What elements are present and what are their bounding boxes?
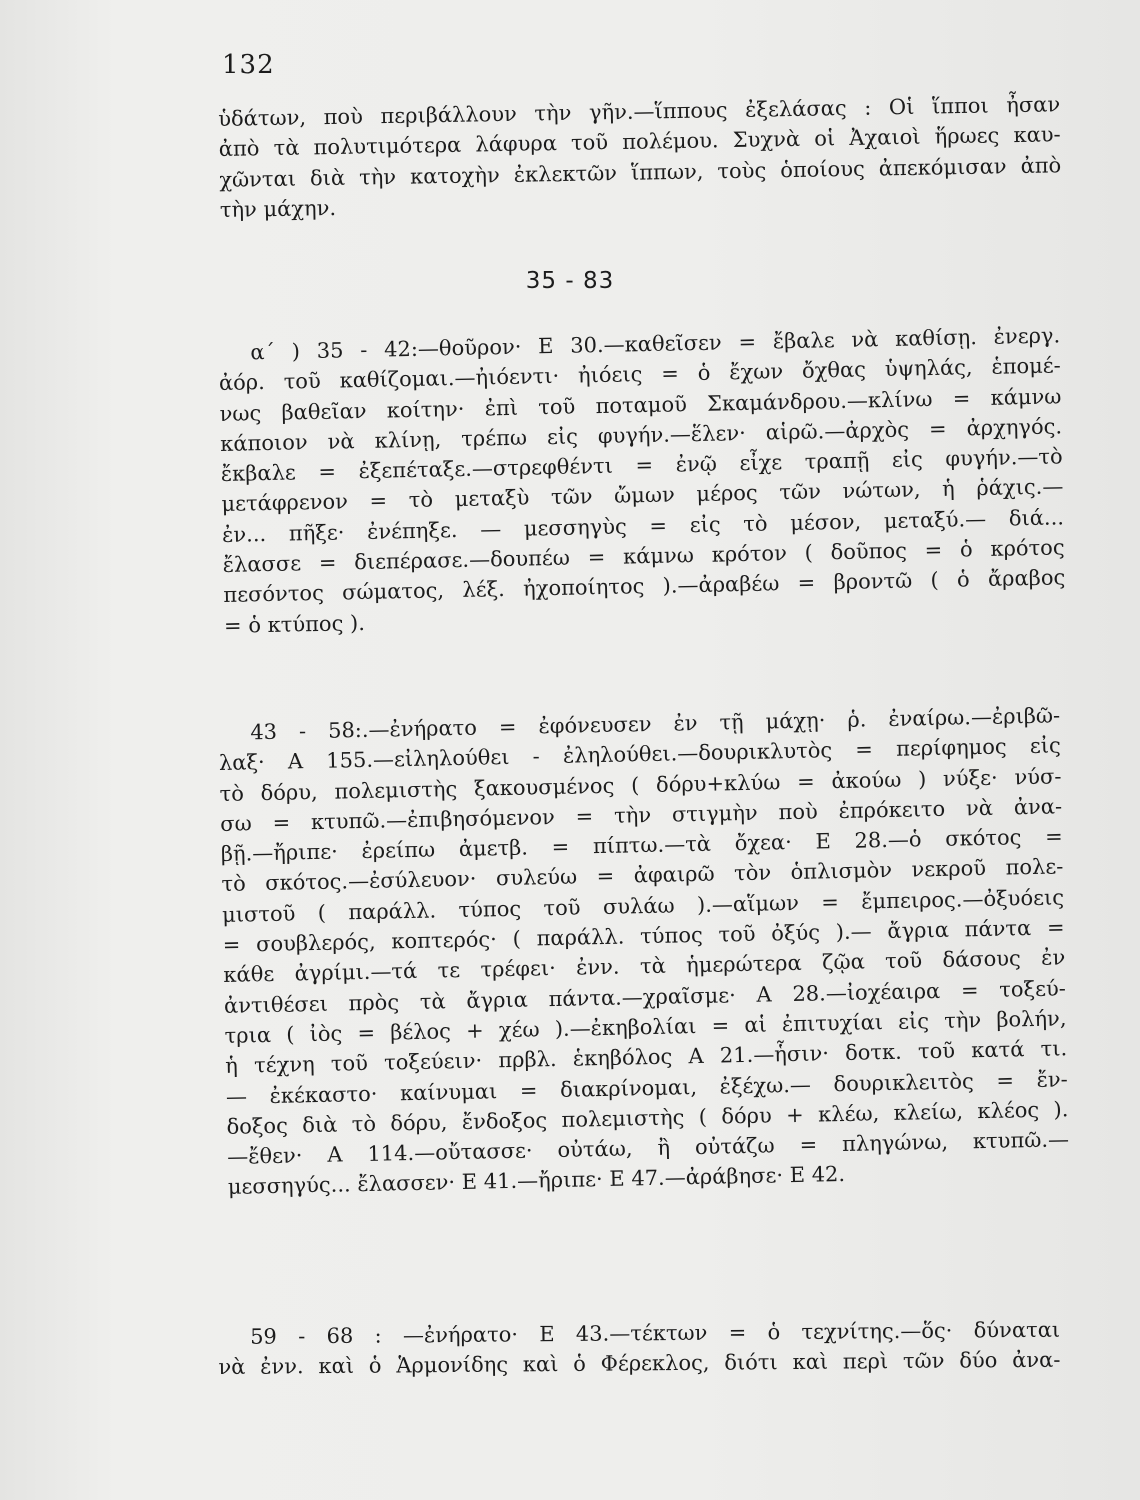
text-line: δοξος διὰ τὸ δόρυ, ἔνδοξος πολεμιστὴς ( δόρυ + κλέω, κλείω, κλέος ). <box>226 1097 1069 1139</box>
paragraph-43-58 <box>218 700 1070 1202</box>
text-line: ἡ τέχνη τοῦ τοξεύειν· πρβλ. ἑκηβόλος Α 21.—ἧσιν· δοτκ. τοῦ κατά τι. <box>225 1036 1068 1079</box>
text-line: = ὁ κτύπος ). <box>223 610 366 638</box>
text-line: τὴν μάχην. <box>219 195 337 222</box>
text-line: πεσόντος σώματος, λέξ. ἠχοποίητος ).—ἀραβέω = βροντῶ ( ὁ ἄραβος <box>223 565 1066 608</box>
text-line: λαξ· Α 155.—εἰληλούθει - ἐληλούθει.—δουρικλυτὸς = περίφημος εἰς <box>218 733 1062 776</box>
text-line: νως βαθεῖαν κοίτην· ἐπὶ τοῦ ποταμοῦ Σκαμάνδρου.—κλίνω = κάμνω <box>219 383 1062 426</box>
text-line: 43 - 58:.—ἐνήρατο = ἐφόνευσεν ἐν τῇ μάχῃ· ῥ. ἐναίρω.—ἐριβῶ- <box>250 703 1061 745</box>
text-line: βῇ.—ἤριπε· ἐρείπω ἀμετβ. = πίπτω.—τὰ ὄχεα· Ε 28.—ὁ σκότος = <box>220 824 1063 867</box>
text-line: μετάφρενον = τὸ μεταξὺ τῶν ὤμων μέρος τῶν νώτων, ἡ ῥάχις.— <box>221 474 1064 517</box>
text-line: —ἔθεν· Α 114.—οὔτασσε· οὐτάω, ἢ οὐτάζω = πληγώνω, κτυπῶ.— <box>226 1127 1070 1170</box>
paragraph-35-42 <box>218 320 1066 641</box>
section-heading: 35 - 83 <box>525 268 615 294</box>
text-line: ἀντιθέσει πρὸς τὰ ἄγρια πάντα.—χραῖσμε· Α 28.—ἰοχέαιρα = τοξεύ- <box>223 975 1067 1018</box>
text-line: μιστοῦ ( παράλλ. τύπος τοῦ συλάω ).—αἵμων = ἔμπειρος.—ὀξυόεις <box>221 885 1065 927</box>
text-line: — ἐκέκαστο· καίνυμαι = διακρίνομαι, ἐξέχω.— δουρικλειτὸς = ἔν- <box>225 1066 1068 1109</box>
paragraph-59-68 <box>218 1315 1060 1383</box>
text-line: 59 - 68 : —ἐνήρατο· Ε 43.—τέκτων = ὁ τεχνίτης.—ὅς· δύναται <box>250 1317 1061 1349</box>
text-line: κάθε ἀγρίμι.—τά τε τρέφει· ἐνν. τὰ ἡμερώτερα ζῷα τοῦ δάσους ἐν <box>223 945 1066 988</box>
text-line: τὸ δόρυ, πολεμιστὴς ξακουσμένος ( δόρυ+κλύω = ἀκούω ) νύξε· νύσ- <box>219 763 1062 806</box>
text-line: = σουβλερός, κοπτερός· ( παράλλ. τύπος τοῦ ὀξύς ).— ἄγρια πάντα = <box>222 915 1065 958</box>
text-line: μεσσηγύς... ἔλασσεν· Ε 41.—ἤριπε· Ε 47.—ἀράβησε· Ε 42. <box>227 1162 846 1200</box>
page-number: 132 <box>222 50 275 80</box>
text-line: α´ ) 35 - 42:—θοῦρον· Ε 30.—καθεῖσεν = ἔβαλε νὰ καθίσῃ. ἐνεργ. <box>250 323 1061 365</box>
text-line: ἀπὸ τὰ πολυτιμότερα λάφυρα τοῦ πολέμου. Συχνὰ οἱ Ἀχαιοὶ ἥρωες καυ- <box>218 122 1061 162</box>
text-line: ὑδάτων, ποὺ περιβάλλουν τὴν γῆν.—ἵππους ἐξελάσας : Οἱ ἵπποι ἦσαν <box>218 92 1061 131</box>
paragraph-intro <box>218 89 1062 225</box>
text-line: τὸ σκότος.—ἐσύλευον· συλεύω = ἀφαιρῶ τὸν ὁπλισμὸν νεκροῦ πολε- <box>221 854 1064 897</box>
text-line: ἀόρ. τοῦ καθίζομαι.—ἠιόεντι· ἠιόεις = ὁ ἔχων ὄχθας ὑψηλάς, ἑπομέ- <box>218 353 1062 396</box>
text-line: σω = κτυπῶ.—ἐπιβησόμενον = τὴν στιγμὴν ποὺ ἐπρόκειτο νὰ ἀνα- <box>219 794 1063 836</box>
text-line: χῶνται διὰ τὴν κατοχὴν ἐκλεκτῶν ἵππων, τοὺς ὁποίους ἀπεκόμισαν ἀπὸ <box>219 152 1062 192</box>
text-line: ἔλασσε = διεπέρασε.—δουπέω = κάμνω κρότον ( δοῦπος = ὁ κρότος <box>222 535 1065 578</box>
text-line: νὰ ἐνν. καὶ ὁ Ἁρμονίδης καὶ ὁ Φέρεκλος, διότι καὶ περὶ τῶν δύο ἀνα- <box>218 1347 1061 1380</box>
text-line: τρια ( ἰὸς = βέλος + χέω ).—ἐκηβολίαι = αἱ ἐπιτυχίαι εἰς τὴν βολήν, <box>224 1006 1067 1048</box>
text-line: ἐν... πῆξε· ἐνέπηξε. — μεσσηγὺς = εἰς τὸ μέσον, μεταξύ.— διά... <box>221 505 1065 547</box>
text-line: ἔκβαλε = ἐξεπέταξε.—στρεφθέντι = ἐνῷ εἶχε τραπῇ εἰς φυγήν.—τὸ <box>220 444 1063 487</box>
text-line: κάποιον νὰ κλίνῃ, τρέπω εἰς φυγήν.—ἕλεν· αἱρῶ.—ἀρχὸς = ἀρχηγός. <box>219 414 1063 456</box>
